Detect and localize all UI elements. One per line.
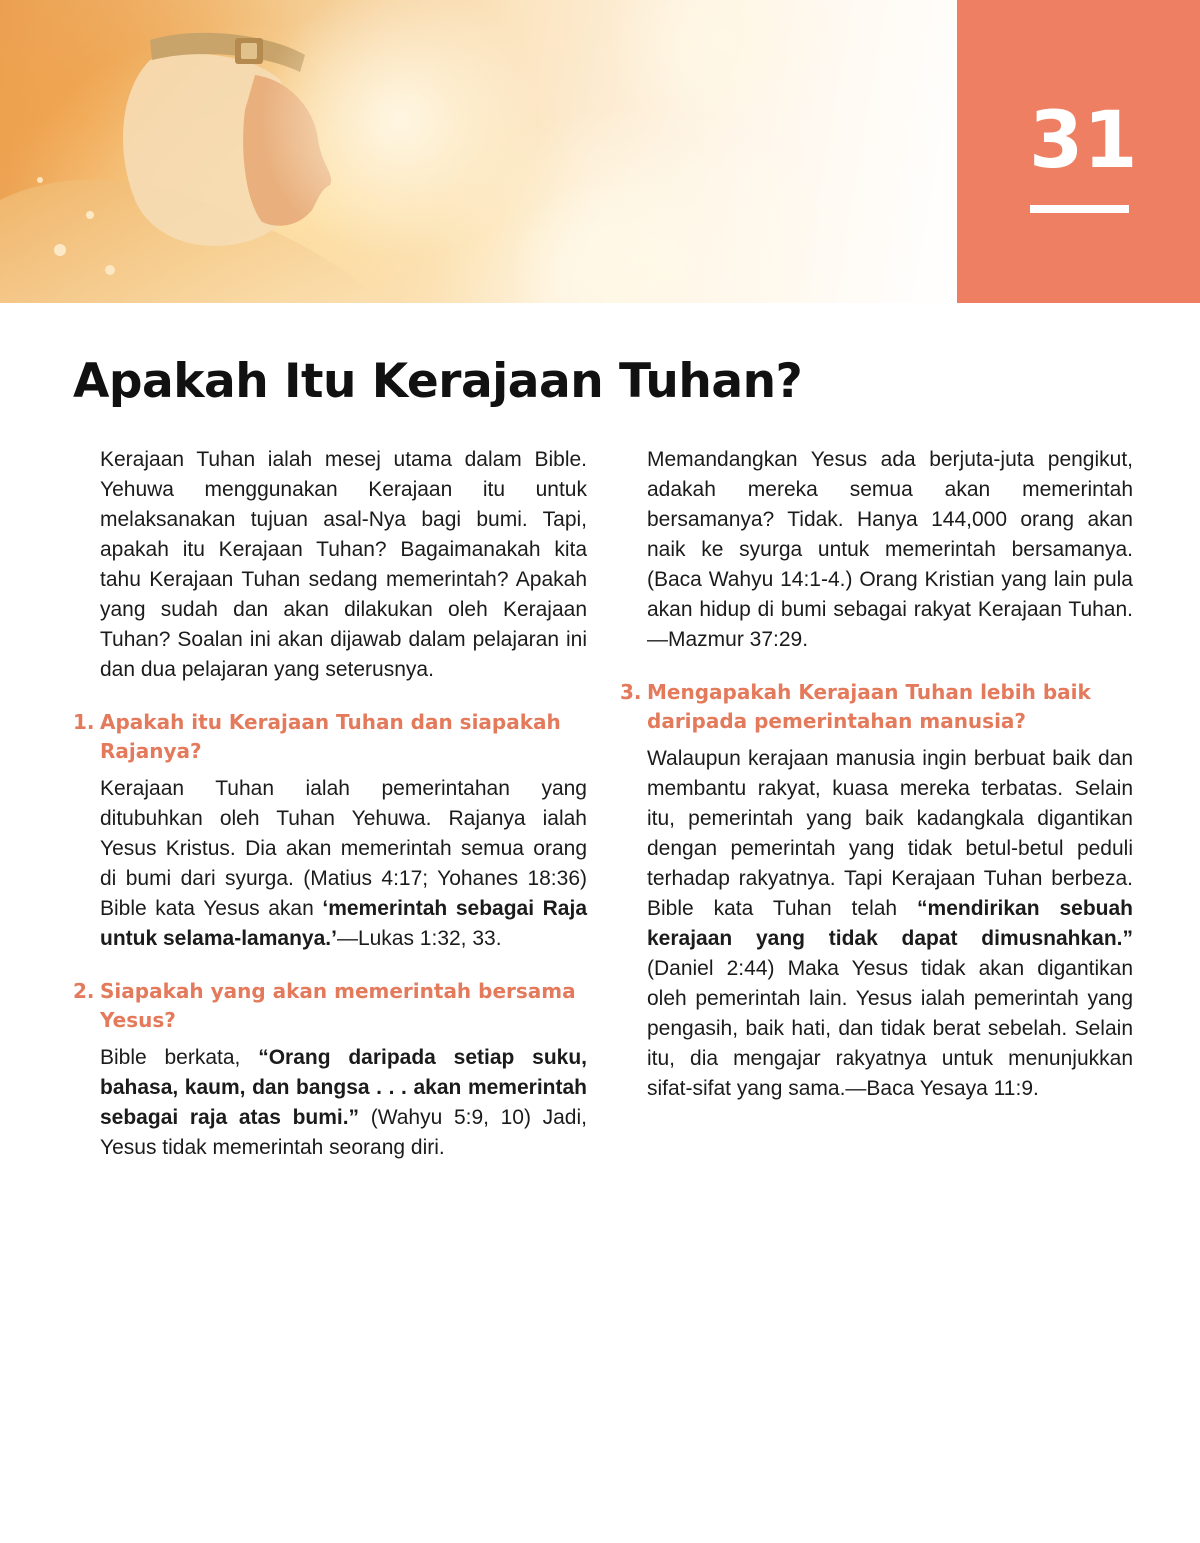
lesson-number-underline <box>1030 205 1129 213</box>
answer-2-paragraph <box>73 1043 587 1163</box>
question-3-text: Mengapakah Kerajaan Tuhan lebih baik daripada pemerintahan manusia? <box>647 680 1091 733</box>
answer-3-quote: “mendirikan sebuah kerajaan yang tidak dapat dimusnahkan.” <box>647 897 1133 950</box>
question-1 <box>73 708 587 766</box>
question-2-text: Siapakah yang akan memerintah bersama Yesus? <box>100 979 576 1032</box>
lesson-number: 31 <box>1029 96 1138 186</box>
answer-1-paragraph <box>73 774 587 954</box>
answer-1-reference: —Lukas 1:32, 33. <box>336 927 502 950</box>
king-figure-illustration <box>0 0 957 303</box>
answer-2-quote: “Orang daripada setiap suku, bahasa, kaum, dan bangsa . . . akan memerintah sebagai raja atas bumi.” <box>100 1046 587 1129</box>
answer-1-quote: ‘memerintah sebagai Raja untuk selama-lamanya.’ <box>100 897 588 950</box>
answer-3-continuation: (Daniel 2:44) Maka Yesus tidak akan digantikan oleh pemerintah lain. Yesus ialah pemerintah yang pengasih, baik hati, dan tidak berat sebelah. Selain itu, dia mengajar rakyatnya untuk menunjukkan sifat-sifat yang sama.—Baca Yesaya 11:9. <box>647 957 1133 1100</box>
intro-paragraph: Kerajaan Tuhan ialah mesej utama dalam Bible. Yehuwa menggunakan Kerajaan itu untuk melaksanakan tujuan asal-Nya bagi bumi. Tapi, apakah itu Kerajaan Tuhan? Bagaimanakah kita tahu Kerajaan Tuhan sedang memerintah? Apakah yang sudah dan akan dilakukan oleh Kerajaan Tuhan? Soalan ini akan dijawab dalam pelajaran ini dan dua pelajaran yang seterusnya. <box>100 448 587 681</box>
answer-3-paragraph <box>620 744 1133 1104</box>
left-column <box>73 445 587 1163</box>
answer-2-continued-paragraph: Memandangkan Yesus ada berjuta-juta pengikut, adakah mereka semua akan memerintah bersamanya? Tidak. Hanya 144,000 orang akan naik ke syurga untuk memerintah bersamanya. (Baca Wahyu 14:1-4.) Orang Kristian yang lain pula akan hidup di bumi sebagai rakyat Kerajaan Tuhan.—Mazmur 37:29. <box>647 448 1133 651</box>
answer-2-text: Bible berkata, <box>100 1046 259 1069</box>
lesson-number-box <box>957 0 1200 303</box>
page-title: Apakah Itu Kerajaan Tuhan? <box>73 354 803 409</box>
question-3-number: 3. <box>620 680 642 704</box>
question-3 <box>620 678 1133 736</box>
question-1-text: Apakah itu Kerajaan Tuhan dan siapakah Rajanya? <box>100 710 561 763</box>
header-illustration <box>0 0 957 303</box>
question-2 <box>73 977 587 1035</box>
right-column <box>620 445 1133 1104</box>
answer-3-text: Walaupun kerajaan manusia ingin berbuat baik dan membantu rakyat, kuasa mereka terbatas. Selain itu, pemerintah yang baik kadangkala digantikan dengan pemerintah yang tidak betul-betul peduli terhadap rakyatnya. Tapi Kerajaan Tuhan berbeza. Bible kata Tuhan telah <box>647 747 1133 920</box>
question-2-number: 2. <box>73 979 95 1003</box>
answer-1-text: Kerajaan Tuhan ialah pemerintahan yang ditubuhkan oleh Tuhan Yehuwa. Rajanya ialah Yesus Kristus. Dia akan memerintah semua orang di bumi dari syurga. (Matius 4:17; Yohanes 18:36) Bible kata Yesus akan <box>100 777 587 920</box>
question-1-number: 1. <box>73 710 95 734</box>
answer-2-continuation: (Wahyu 5:9, 10) Jadi, Yesus tidak memerintah seorang diri. <box>100 1106 587 1159</box>
